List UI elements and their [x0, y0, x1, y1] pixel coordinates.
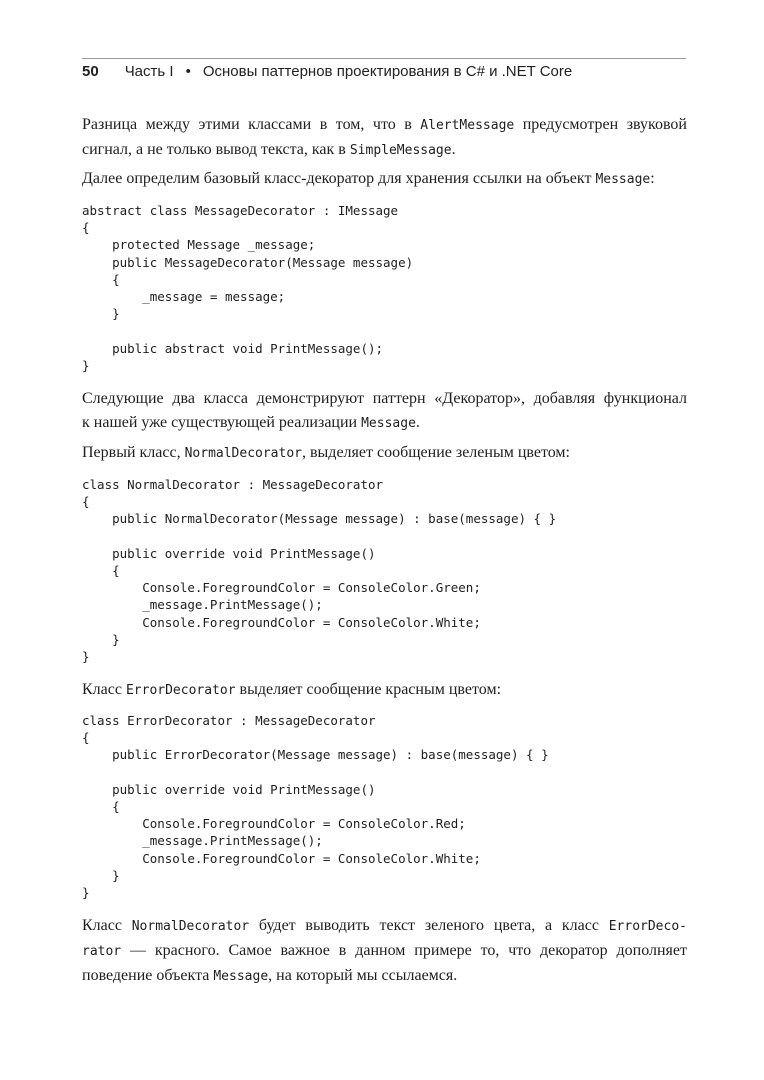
header-rule: [82, 58, 686, 59]
inline-code: Message: [213, 969, 269, 984]
paragraph-line: Класс NormalDecorator будет выводить текст зеленого цвета, а класс ErrorDeco-: [82, 917, 687, 934]
paragraph-line: сигнал, а не только вывод текста, как в SimpleMessage.: [82, 141, 456, 158]
inline-code: ErrorDecorator: [125, 683, 236, 698]
code-line: }: [82, 357, 90, 373]
code-line: Console.ForegroundColor = ConsoleColor.Green;: [82, 580, 481, 596]
chapter-title: Основы паттернов проектирования в C# и .NET Core: [202, 63, 573, 80]
paragraph-3: [82, 387, 687, 436]
code-line: }: [82, 648, 90, 664]
code-line: {: [82, 220, 90, 236]
paragraph-line: Следующие два класса демонстрируют паттерн «Декоратор», добавляя функционал: [82, 390, 687, 407]
code-block-error-decorator: [82, 712, 549, 901]
part-label: Часть I: [124, 63, 174, 80]
paragraph-1: [82, 113, 687, 163]
paragraph-line: Первый класс, NormalDecorator, выделяет сообщение зеленым цветом:: [82, 444, 570, 461]
paragraph-line: к нашей уже существующей реализации Message.: [82, 414, 420, 431]
running-header: [82, 63, 572, 87]
code-line: Console.ForegroundColor = ConsoleColor.White;: [82, 614, 481, 630]
paragraph-line: поведение объекта Message, на который мы ссылаемся.: [82, 967, 458, 984]
header-bullet: •: [185, 63, 191, 80]
paragraph-2: [82, 167, 687, 192]
inline-code: SimpleMessage: [349, 143, 452, 158]
code-line: [82, 764, 549, 781]
paragraph-line: rator — красного. Самое важное в данном примере то, что декоратор дополняет: [82, 942, 687, 959]
code-line: public NormalDecorator(Message message) : base(message) { }: [82, 511, 557, 527]
paragraph-4: [82, 441, 687, 466]
code-line: }: [82, 867, 120, 883]
code-line: public ErrorDecorator(Message message) : base(message) { }: [82, 747, 549, 763]
paragraph-line: Класс ErrorDecorator выделяет сообщение красным цветом:: [82, 681, 502, 698]
inline-code: NormalDecorator: [131, 919, 250, 934]
code-line: public override void PrintMessage(): [82, 545, 376, 561]
code-line: _message.PrintMessage();: [82, 833, 323, 849]
paragraph-line: Разница между этими классами в том, что в AlertMessage предусмотрен звуковой: [82, 116, 687, 133]
code-line: public MessageDecorator(Message message): [82, 254, 414, 270]
code-block-message-decorator: [82, 202, 413, 374]
code-line: public override void PrintMessage(): [82, 781, 376, 797]
code-line: }: [82, 306, 120, 322]
code-line: [82, 322, 413, 339]
inline-code: AlertMessage: [420, 118, 515, 133]
code-line: public abstract void PrintMessage();: [82, 340, 384, 356]
inline-code: rator: [82, 944, 122, 959]
code-line: }: [82, 631, 120, 647]
code-line: {: [82, 562, 120, 578]
inline-code: NormalDecorator: [184, 446, 302, 461]
code-line: _message = message;: [82, 288, 286, 304]
inline-code: ErrorDeco-: [608, 919, 687, 934]
code-line: }: [82, 884, 90, 900]
code-line: {: [82, 730, 90, 746]
inline-code: Message: [595, 172, 651, 187]
code-line: {: [82, 798, 120, 814]
code-line: [82, 528, 556, 545]
page-number: 50: [82, 63, 99, 80]
code-block-normal-decorator: [82, 476, 556, 665]
code-line: class ErrorDecorator : MessageDecorator: [82, 713, 376, 728]
code-line: Console.ForegroundColor = ConsoleColor.White;: [82, 850, 481, 866]
code-line: abstract class MessageDecorator : IMessage: [82, 203, 399, 218]
code-line: class NormalDecorator : MessageDecorator: [82, 477, 384, 492]
code-line: protected Message _message;: [82, 237, 316, 253]
code-line: Console.ForegroundColor = ConsoleColor.Red;: [82, 816, 466, 832]
paragraph-5: [82, 678, 687, 703]
inline-code: Message: [361, 416, 416, 431]
code-line: _message.PrintMessage();: [82, 597, 323, 613]
code-line: {: [82, 271, 120, 287]
paragraph-6: [82, 914, 687, 989]
code-line: {: [82, 494, 90, 510]
paragraph-line: Далее определим базовый класс-декоратор для хранения ссылки на объект Message:: [82, 170, 655, 187]
